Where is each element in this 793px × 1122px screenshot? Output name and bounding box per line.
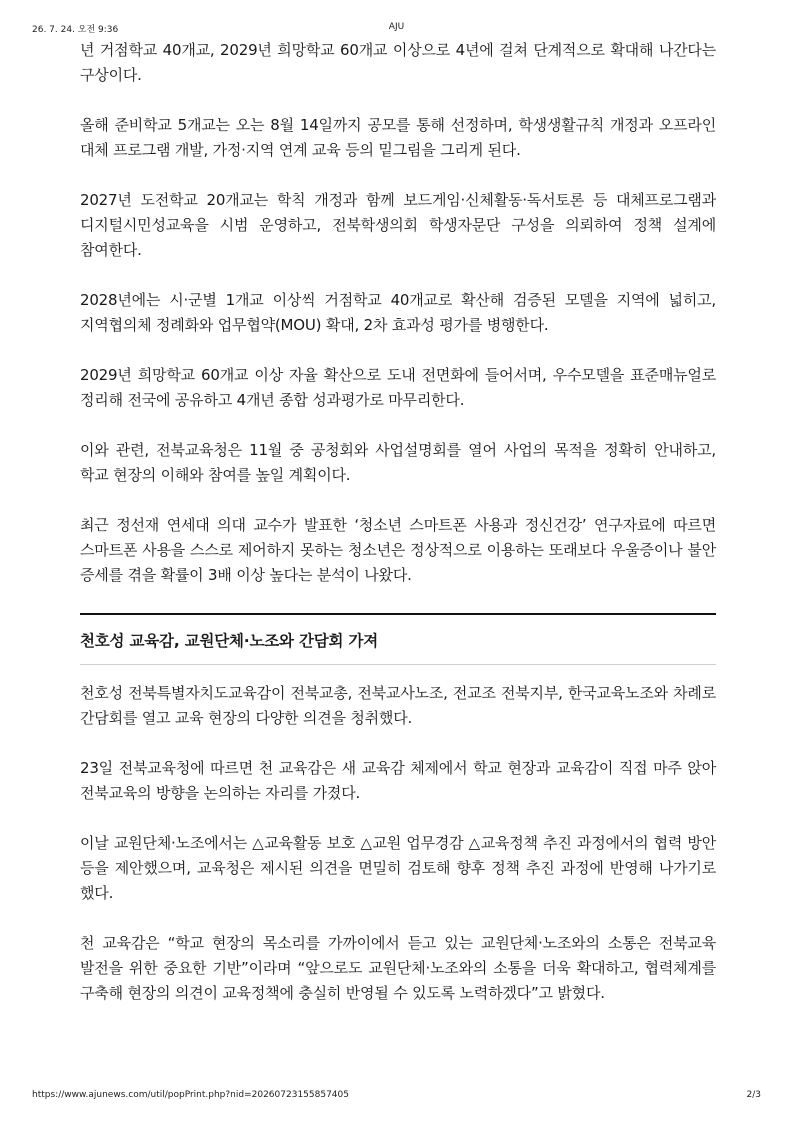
section-title: 천호성 교육감, 교원단체·노조와 간담회 가져 — [80, 632, 379, 650]
print-footer — [32, 1090, 761, 1104]
print-url: https://www.ajunews.com/util/popPrint.php?nid=20260723155857405 — [32, 1090, 349, 1100]
section-divider — [80, 664, 716, 665]
article-body — [80, 38, 716, 1031]
article-paragraph: 2028년에는 시·군별 1개교 이상씩 거점학교 40개교로 확산해 검증된 모델을 지역에 넓히고, 지역협의체 정례화와 업무협약(MOU) 확대, 2차 효과성 평가를 병행한다. — [80, 291, 716, 334]
article-paragraph: 년 거점학교 40개교, 2029년 희망학교 60개교 이상으로 4년에 걸쳐 단계적으로 확대해 나간다는 구상이다. — [80, 41, 716, 84]
article-paragraph: 천 교육감은 “학교 현장의 목소리를 가까이에서 듣고 있는 교원단체·노조와의 소통은 전북교육 발전을 위한 중요한 기반”이라며 “앞으로도 교원단체·노조와의 소통을 더욱 확대하고, 협력체계를 구축해 현장의 의견이 교육정책에 충실히 반영될 수 있도록 노력하겠다”고 밝혔다. — [80, 934, 716, 1002]
article-paragraph: 천호성 전북특별자치도교육감이 전북교총, 전북교사노조, 전교조 전북지부, 한국교육노조와 차례로 간담회를 열고 교육 현장의 다양한 의견을 청취했다. — [80, 684, 716, 727]
article-paragraph: 2029년 희망학교 60개교 이상 자율 확산으로 도내 전면화에 들어서며, 우수모델을 표준매뉴얼로 정리해 전국에 공유하고 4개년 종합 성과평가로 마무리한다. — [80, 366, 716, 409]
page-number: 2/3 — [746, 1090, 761, 1100]
print-date: 26. 7. 24. 오전 9:36 — [32, 25, 119, 35]
article-paragraph: 이와 관련, 전북교육청은 11월 중 공청회와 사업설명회를 열어 사업의 목적을 정확히 안내하고, 학교 현장의 이해와 참여를 높일 계획이다. — [80, 441, 716, 484]
article-paragraph: 이날 교원단체·노조에서는 △교육활동 보호 △교원 업무경감 △교육정책 추진 과정에서의 협력 방안 등을 제안했으며, 교육청은 제시된 의견을 면밀히 검토해 향후 정책 추진 과정에 반영해 나가기로 했다. — [80, 834, 716, 902]
print-header — [32, 22, 761, 36]
article-paragraph: 23일 전북교육청에 따르면 천 교육감은 새 교육감 체제에서 학교 현장과 교육감이 직접 마주 앉아 전북교육의 방향을 논의하는 자리를 가졌다. — [80, 759, 716, 802]
article-paragraph: 2027년 도전학교 20개교는 학칙 개정과 함께 보드게임·신체활동·독서토론 등 대체프로그램과 디지털시민성교육을 시범 운영하고, 전북학생의회 학생자문단 구성을 의뢰하여 정책 설계에 참여한다. — [80, 191, 716, 259]
article-paragraph: 최근 정선재 연세대 의대 교수가 발표한 ‘청소년 스마트폰 사용과 정신건강’ 연구자료에 따르면 스마트폰 사용을 스스로 제어하지 못하는 청소년은 정상적으로 이용하는 또래보다 우울증이나 불안 증세를 겪을 확률이 3배 이상 높다는 분석이 나왔다. — [80, 516, 716, 584]
print-site-name: AJU — [388, 22, 405, 32]
article-paragraph: 올해 준비학교 5개교는 오는 8월 14일까지 공모를 통해 선정하며, 학생생활규칙 개정과 오프라인 대체 프로그램 개발, 가정·지역 연계 교육 등의 밑그림을 그리게 된다. — [80, 116, 716, 159]
section-top-rule — [80, 613, 716, 615]
